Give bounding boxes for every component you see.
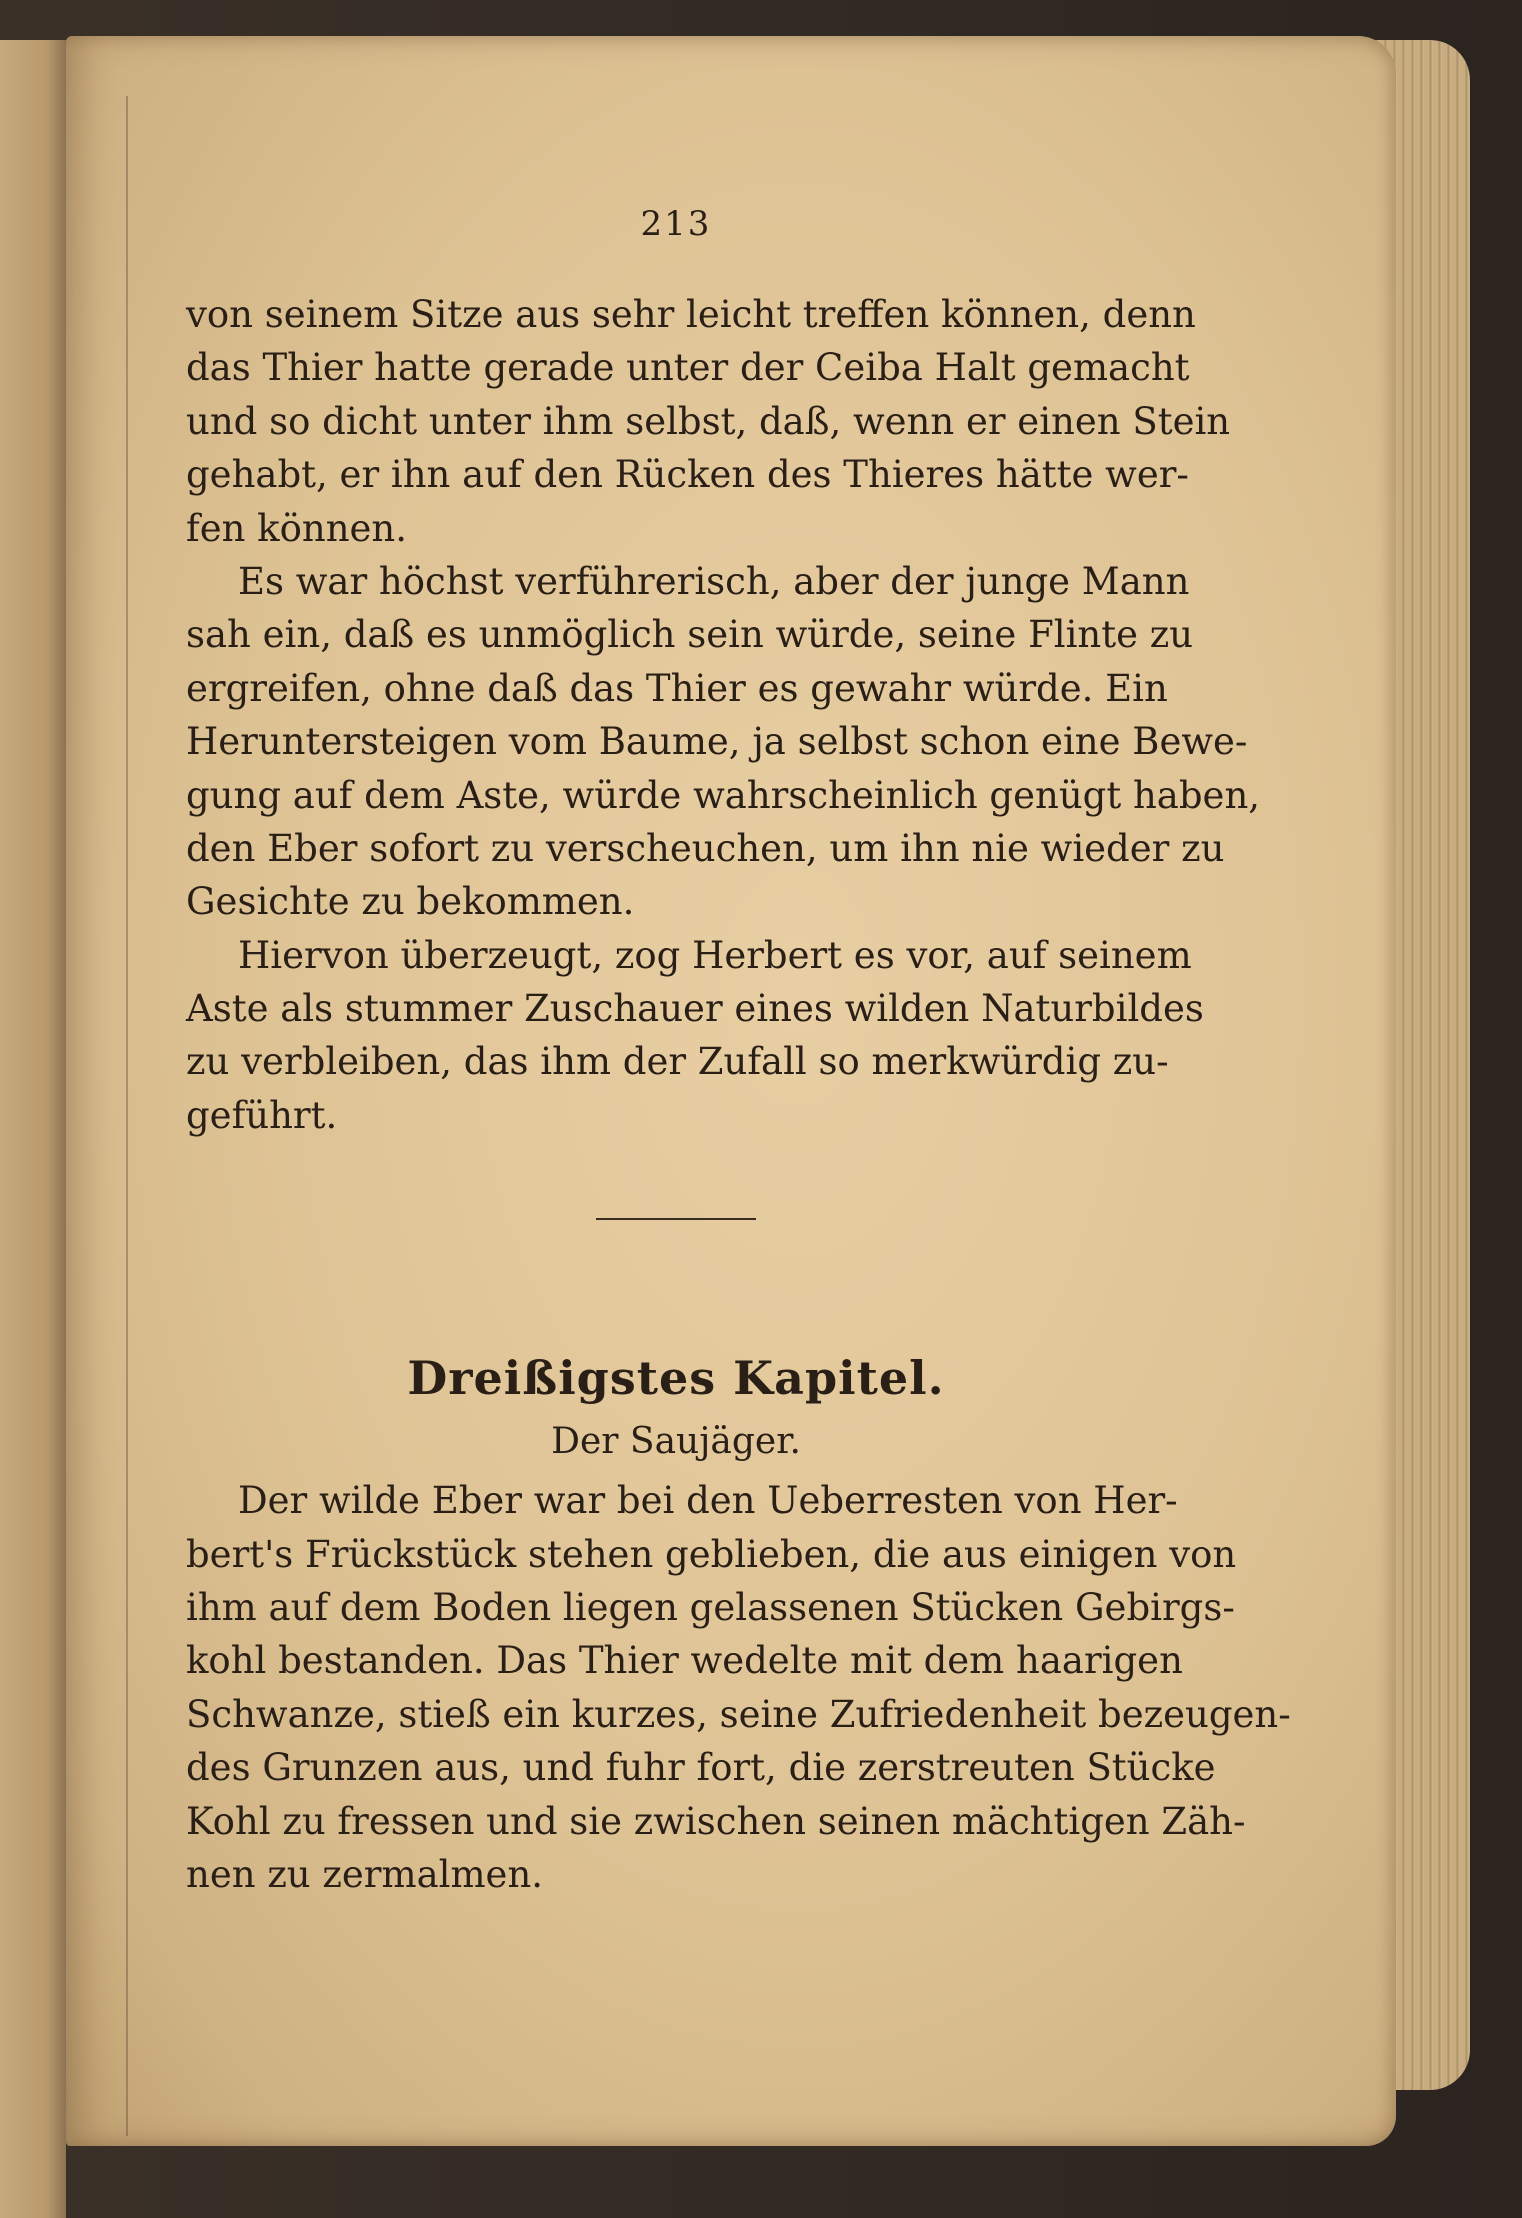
- text-line: Aste als stummer Zuschauer eines wilden Naturbildes: [186, 987, 1204, 1031]
- text-line: fen können.: [186, 506, 408, 550]
- text-line: bert's Frückstück stehen geblieben, die aus einigen von: [186, 1532, 1237, 1576]
- chapter-subtitle: Der Saujäger.: [551, 1421, 801, 1463]
- text-line: Kohl zu fressen und sie zwischen seinen mächtigen Zäh-: [186, 1799, 1246, 1843]
- text-line: gehabt, er ihn auf den Rücken des Thieres hätte wer-: [186, 453, 1189, 497]
- text-line: den Eber sofort zu verscheuchen, um ihn nie wieder zu: [186, 826, 1225, 870]
- left-facing-page-edge: [0, 40, 66, 2218]
- text-line: Gesichte zu bekommen.: [186, 880, 635, 924]
- paragraph-2: [186, 555, 1261, 929]
- paragraph-4: [186, 1474, 1291, 1901]
- text-line: des Grunzen aus, und fuhr fort, die zerstreuten Stücke: [186, 1746, 1216, 1790]
- chapter-title: Dreißigstes Kapitel.: [407, 1351, 945, 1406]
- paragraph-3: [186, 929, 1204, 1143]
- text-line: Der wilde Eber war bei den Ueberresten von Her-: [238, 1479, 1178, 1523]
- text-line: zu verbleiben, das ihm der Zufall so merkwürdig zu-: [186, 1040, 1169, 1084]
- text-line: Heruntersteigen vom Baume, ja selbst schon eine Bewe-: [186, 720, 1248, 764]
- text-line: Hiervon überzeugt, zog Herbert es vor, auf seinem: [238, 933, 1192, 977]
- paragraph-1: [186, 288, 1231, 555]
- text-line: sah ein, daß es unmöglich sein würde, seine Flinte zu: [186, 613, 1194, 657]
- text-line: Schwanze, stieß ein kurzes, seine Zufriedenheit bezeugen-: [186, 1692, 1291, 1736]
- text-line: und so dicht unter ihm selbst, daß, wenn er einen Stein: [186, 399, 1231, 443]
- text-line: ergreifen, ohne daß das Thier es gewahr würde. Ein: [186, 666, 1168, 710]
- text-line: Es war höchst verführerisch, aber der junge Mann: [238, 559, 1190, 603]
- text-line: geführt.: [186, 1093, 338, 1137]
- gutter-fold: [126, 96, 128, 2136]
- page-number: 213: [640, 204, 712, 244]
- page-text: [186, 200, 1291, 1901]
- section-divider: [596, 1218, 756, 1220]
- text-line: das Thier hatte gerade unter der Ceiba Halt gemacht: [186, 346, 1190, 390]
- text-line: ihm auf dem Boden liegen gelassenen Stücken Gebirgs-: [186, 1586, 1235, 1630]
- text-line: gung auf dem Aste, würde wahrscheinlich genügt haben,: [186, 773, 1261, 817]
- text-line: kohl bestanden. Das Thier wedelte mit dem haarigen: [186, 1639, 1183, 1683]
- text-line: von seinem Sitze aus sehr leicht treffen können, denn: [186, 293, 1196, 336]
- text-line: nen zu zermalmen.: [186, 1852, 544, 1896]
